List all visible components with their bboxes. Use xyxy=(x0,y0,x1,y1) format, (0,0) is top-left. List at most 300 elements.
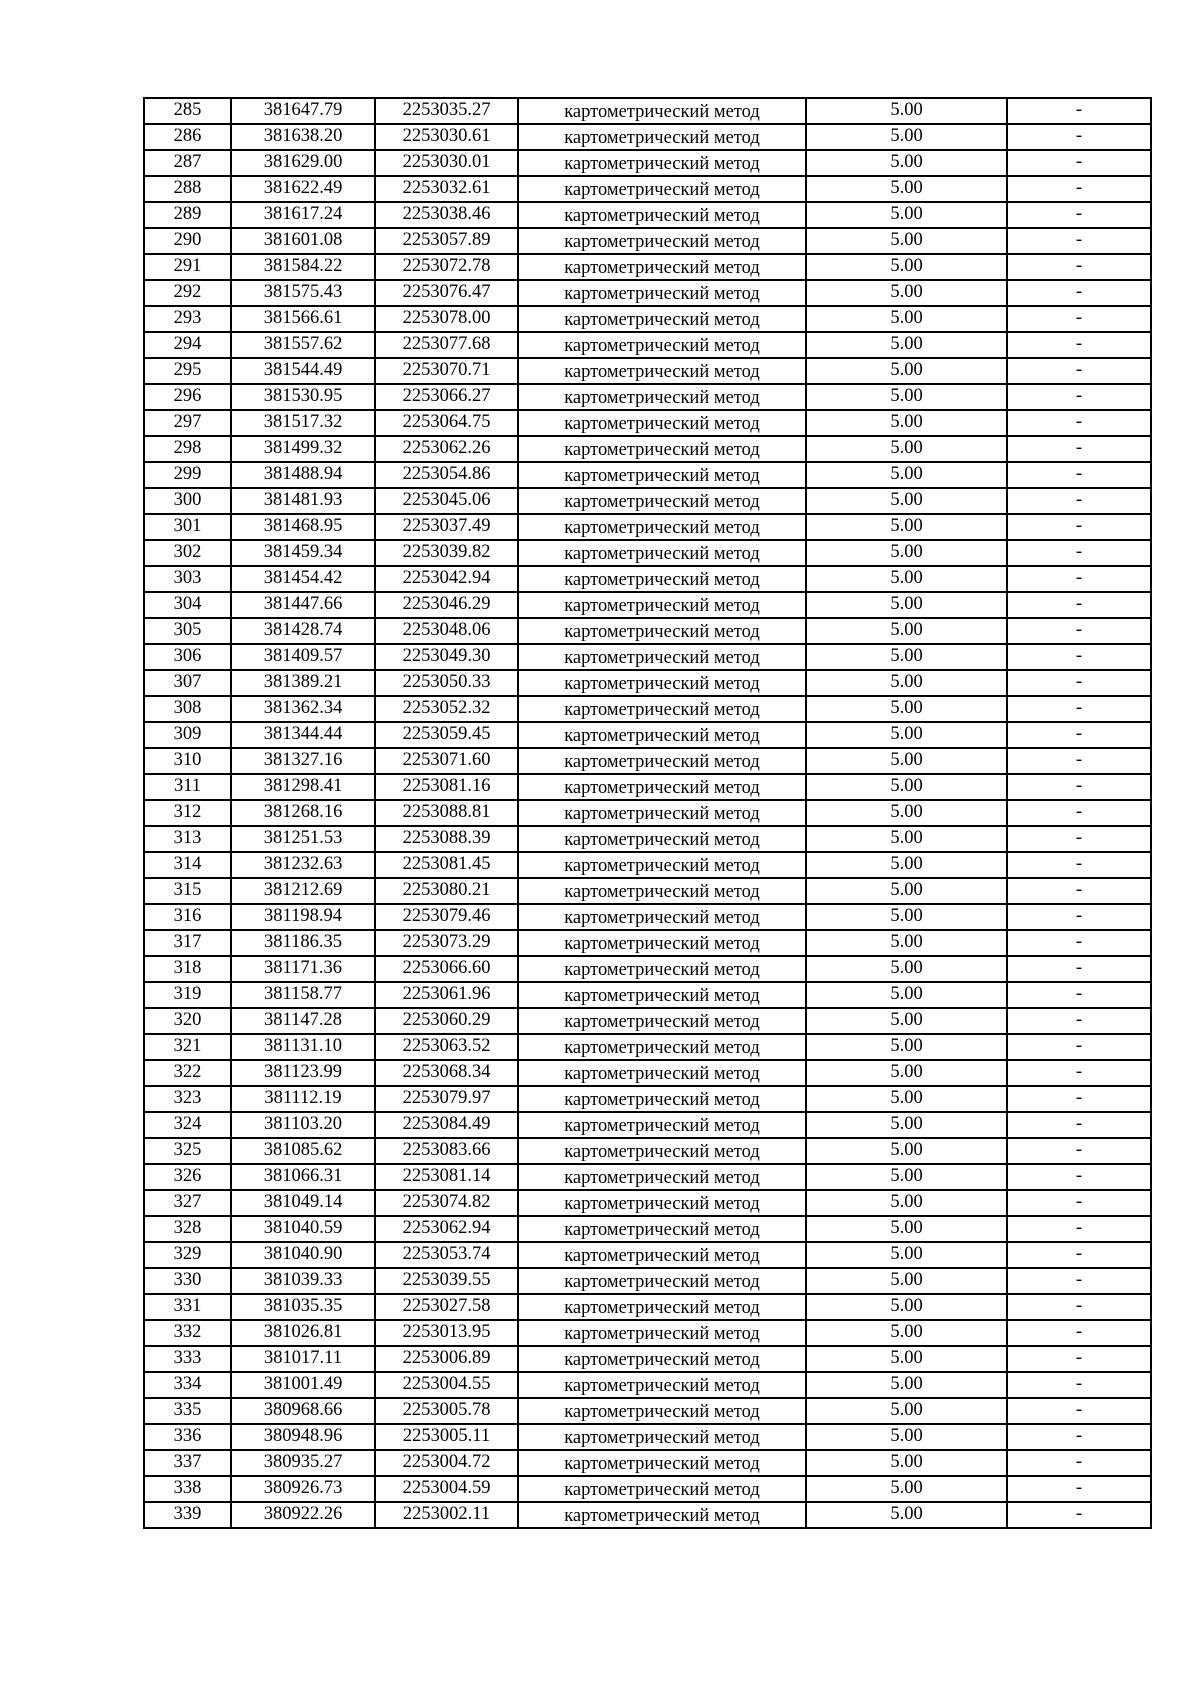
table-row xyxy=(144,254,1151,280)
method-cell: картометрический метод xyxy=(518,1086,806,1112)
accuracy-cell: 5.00 xyxy=(806,696,1007,722)
description-cell: - xyxy=(1007,722,1151,748)
point-number-cell: 312 xyxy=(144,800,231,826)
point-number-cell: 311 xyxy=(144,774,231,800)
accuracy-cell: 5.00 xyxy=(806,1138,1007,1164)
method-cell: картометрический метод xyxy=(518,228,806,254)
description-cell: - xyxy=(1007,592,1151,618)
method-cell: картометрический метод xyxy=(518,254,806,280)
description-cell: - xyxy=(1007,800,1151,826)
description-cell: - xyxy=(1007,1216,1151,1242)
accuracy-cell: 5.00 xyxy=(806,514,1007,540)
method-cell: картометрический метод xyxy=(518,1450,806,1476)
x-coordinate-cell: 381622.49 xyxy=(231,176,375,202)
x-coordinate-cell: 381428.74 xyxy=(231,618,375,644)
description-cell: - xyxy=(1007,332,1151,358)
table-row xyxy=(144,358,1151,384)
y-coordinate-cell: 2253046.29 xyxy=(375,592,518,618)
table-row xyxy=(144,332,1151,358)
point-number-cell: 325 xyxy=(144,1138,231,1164)
x-coordinate-cell: 381232.63 xyxy=(231,852,375,878)
x-coordinate-cell: 381001.49 xyxy=(231,1372,375,1398)
x-coordinate-cell: 381066.31 xyxy=(231,1164,375,1190)
y-coordinate-cell: 2253078.00 xyxy=(375,306,518,332)
table-row xyxy=(144,1346,1151,1372)
description-cell: - xyxy=(1007,1112,1151,1138)
table-row xyxy=(144,722,1151,748)
accuracy-cell: 5.00 xyxy=(806,1242,1007,1268)
description-cell: - xyxy=(1007,1242,1151,1268)
y-coordinate-cell: 2253060.29 xyxy=(375,1008,518,1034)
y-coordinate-cell: 2253071.60 xyxy=(375,748,518,774)
accuracy-cell: 5.00 xyxy=(806,150,1007,176)
description-cell: - xyxy=(1007,1034,1151,1060)
point-number-cell: 299 xyxy=(144,462,231,488)
x-coordinate-cell: 381481.93 xyxy=(231,488,375,514)
table-row xyxy=(144,150,1151,176)
description-cell: - xyxy=(1007,878,1151,904)
point-number-cell: 331 xyxy=(144,1294,231,1320)
method-cell: картометрический метод xyxy=(518,1268,806,1294)
method-cell: картометрический метод xyxy=(518,1294,806,1320)
accuracy-cell: 5.00 xyxy=(806,956,1007,982)
y-coordinate-cell: 2253088.39 xyxy=(375,826,518,852)
table-row xyxy=(144,930,1151,956)
accuracy-cell: 5.00 xyxy=(806,904,1007,930)
x-coordinate-cell: 381212.69 xyxy=(231,878,375,904)
table-row xyxy=(144,1294,1151,1320)
x-coordinate-cell: 381468.95 xyxy=(231,514,375,540)
point-number-cell: 321 xyxy=(144,1034,231,1060)
method-cell: картометрический метод xyxy=(518,826,806,852)
method-cell: картометрический метод xyxy=(518,202,806,228)
y-coordinate-cell: 2253057.89 xyxy=(375,228,518,254)
accuracy-cell: 5.00 xyxy=(806,436,1007,462)
x-coordinate-cell: 381198.94 xyxy=(231,904,375,930)
table-row xyxy=(144,1060,1151,1086)
table-row xyxy=(144,1424,1151,1450)
method-cell: картометрический метод xyxy=(518,1242,806,1268)
accuracy-cell: 5.00 xyxy=(806,202,1007,228)
y-coordinate-cell: 2253066.27 xyxy=(375,384,518,410)
table-row xyxy=(144,592,1151,618)
x-coordinate-cell: 381327.16 xyxy=(231,748,375,774)
y-coordinate-cell: 2253081.16 xyxy=(375,774,518,800)
accuracy-cell: 5.00 xyxy=(806,800,1007,826)
x-coordinate-cell: 381647.79 xyxy=(231,98,375,124)
method-cell: картометрический метод xyxy=(518,618,806,644)
table-row xyxy=(144,1476,1151,1502)
y-coordinate-cell: 2253002.11 xyxy=(375,1502,518,1528)
accuracy-cell: 5.00 xyxy=(806,254,1007,280)
method-cell: картометрический метод xyxy=(518,722,806,748)
description-cell: - xyxy=(1007,1190,1151,1216)
accuracy-cell: 5.00 xyxy=(806,644,1007,670)
description-cell: - xyxy=(1007,306,1151,332)
method-cell: картометрический метод xyxy=(518,358,806,384)
method-cell: картометрический метод xyxy=(518,1034,806,1060)
point-number-cell: 310 xyxy=(144,748,231,774)
table-row xyxy=(144,1034,1151,1060)
x-coordinate-cell: 381638.20 xyxy=(231,124,375,150)
method-cell: картометрический метод xyxy=(518,436,806,462)
point-number-cell: 291 xyxy=(144,254,231,280)
description-cell: - xyxy=(1007,566,1151,592)
point-number-cell: 316 xyxy=(144,904,231,930)
y-coordinate-cell: 2253006.89 xyxy=(375,1346,518,1372)
accuracy-cell: 5.00 xyxy=(806,1060,1007,1086)
x-coordinate-cell: 381112.19 xyxy=(231,1086,375,1112)
table-row xyxy=(144,306,1151,332)
table-row xyxy=(144,280,1151,306)
point-number-cell: 324 xyxy=(144,1112,231,1138)
description-cell: - xyxy=(1007,176,1151,202)
point-number-cell: 337 xyxy=(144,1450,231,1476)
description-cell: - xyxy=(1007,358,1151,384)
accuracy-cell: 5.00 xyxy=(806,1086,1007,1112)
y-coordinate-cell: 2253074.82 xyxy=(375,1190,518,1216)
method-cell: картометрический метод xyxy=(518,1112,806,1138)
method-cell: картометрический метод xyxy=(518,930,806,956)
table-row xyxy=(144,1502,1151,1528)
table-row xyxy=(144,566,1151,592)
description-cell: - xyxy=(1007,254,1151,280)
description-cell: - xyxy=(1007,436,1151,462)
accuracy-cell: 5.00 xyxy=(806,176,1007,202)
point-number-cell: 323 xyxy=(144,1086,231,1112)
y-coordinate-cell: 2253072.78 xyxy=(375,254,518,280)
table-row xyxy=(144,98,1151,124)
description-cell: - xyxy=(1007,644,1151,670)
x-coordinate-cell: 381158.77 xyxy=(231,982,375,1008)
method-cell: картометрический метод xyxy=(518,670,806,696)
x-coordinate-cell: 381040.59 xyxy=(231,1216,375,1242)
y-coordinate-cell: 2253062.26 xyxy=(375,436,518,462)
x-coordinate-cell: 381389.21 xyxy=(231,670,375,696)
description-cell: - xyxy=(1007,852,1151,878)
y-coordinate-cell: 2253062.94 xyxy=(375,1216,518,1242)
point-number-cell: 335 xyxy=(144,1398,231,1424)
description-cell: - xyxy=(1007,1008,1151,1034)
description-cell: - xyxy=(1007,514,1151,540)
accuracy-cell: 5.00 xyxy=(806,1346,1007,1372)
x-coordinate-cell: 381171.36 xyxy=(231,956,375,982)
description-cell: - xyxy=(1007,150,1151,176)
method-cell: картометрический метод xyxy=(518,1424,806,1450)
y-coordinate-cell: 2253030.61 xyxy=(375,124,518,150)
x-coordinate-cell: 380922.26 xyxy=(231,1502,375,1528)
accuracy-cell: 5.00 xyxy=(806,748,1007,774)
accuracy-cell: 5.00 xyxy=(806,332,1007,358)
method-cell: картометрический метод xyxy=(518,800,806,826)
accuracy-cell: 5.00 xyxy=(806,1424,1007,1450)
point-number-cell: 292 xyxy=(144,280,231,306)
point-number-cell: 314 xyxy=(144,852,231,878)
description-cell: - xyxy=(1007,904,1151,930)
x-coordinate-cell: 381251.53 xyxy=(231,826,375,852)
table-row xyxy=(144,1372,1151,1398)
method-cell: картометрический метод xyxy=(518,1502,806,1528)
x-coordinate-cell: 381085.62 xyxy=(231,1138,375,1164)
y-coordinate-cell: 2253030.01 xyxy=(375,150,518,176)
table-row xyxy=(144,1008,1151,1034)
method-cell: картометрический метод xyxy=(518,540,806,566)
x-coordinate-cell: 380935.27 xyxy=(231,1450,375,1476)
accuracy-cell: 5.00 xyxy=(806,852,1007,878)
method-cell: картометрический метод xyxy=(518,306,806,332)
y-coordinate-cell: 2253005.11 xyxy=(375,1424,518,1450)
x-coordinate-cell: 380968.66 xyxy=(231,1398,375,1424)
description-cell: - xyxy=(1007,826,1151,852)
y-coordinate-cell: 2253061.96 xyxy=(375,982,518,1008)
y-coordinate-cell: 2253049.30 xyxy=(375,644,518,670)
accuracy-cell: 5.00 xyxy=(806,1476,1007,1502)
x-coordinate-cell: 381186.35 xyxy=(231,930,375,956)
accuracy-cell: 5.00 xyxy=(806,774,1007,800)
point-number-cell: 300 xyxy=(144,488,231,514)
method-cell: картометрический метод xyxy=(518,1476,806,1502)
y-coordinate-cell: 2253004.59 xyxy=(375,1476,518,1502)
point-number-cell: 318 xyxy=(144,956,231,982)
description-cell: - xyxy=(1007,748,1151,774)
description-cell: - xyxy=(1007,1268,1151,1294)
y-coordinate-cell: 2253039.55 xyxy=(375,1268,518,1294)
y-coordinate-cell: 2253073.29 xyxy=(375,930,518,956)
y-coordinate-cell: 2253063.52 xyxy=(375,1034,518,1060)
method-cell: картометрический метод xyxy=(518,592,806,618)
method-cell: картометрический метод xyxy=(518,1164,806,1190)
point-number-cell: 315 xyxy=(144,878,231,904)
table-row xyxy=(144,644,1151,670)
table-row xyxy=(144,1450,1151,1476)
accuracy-cell: 5.00 xyxy=(806,1450,1007,1476)
description-cell: - xyxy=(1007,1294,1151,1320)
accuracy-cell: 5.00 xyxy=(806,1502,1007,1528)
description-cell: - xyxy=(1007,1138,1151,1164)
point-number-cell: 329 xyxy=(144,1242,231,1268)
table-row xyxy=(144,410,1151,436)
y-coordinate-cell: 2253080.21 xyxy=(375,878,518,904)
x-coordinate-cell: 381017.11 xyxy=(231,1346,375,1372)
description-cell: - xyxy=(1007,618,1151,644)
y-coordinate-cell: 2253059.45 xyxy=(375,722,518,748)
description-cell: - xyxy=(1007,1502,1151,1528)
point-number-cell: 330 xyxy=(144,1268,231,1294)
accuracy-cell: 5.00 xyxy=(806,358,1007,384)
method-cell: картометрический метод xyxy=(518,982,806,1008)
point-number-cell: 339 xyxy=(144,1502,231,1528)
point-number-cell: 293 xyxy=(144,306,231,332)
method-cell: картометрический метод xyxy=(518,1138,806,1164)
point-number-cell: 306 xyxy=(144,644,231,670)
x-coordinate-cell: 381040.90 xyxy=(231,1242,375,1268)
y-coordinate-cell: 2253076.47 xyxy=(375,280,518,306)
accuracy-cell: 5.00 xyxy=(806,1164,1007,1190)
table-row xyxy=(144,1138,1151,1164)
method-cell: картометрический метод xyxy=(518,488,806,514)
x-coordinate-cell: 381362.34 xyxy=(231,696,375,722)
description-cell: - xyxy=(1007,930,1151,956)
accuracy-cell: 5.00 xyxy=(806,618,1007,644)
point-number-cell: 338 xyxy=(144,1476,231,1502)
x-coordinate-cell: 381575.43 xyxy=(231,280,375,306)
table-row xyxy=(144,488,1151,514)
coordinates-table xyxy=(143,97,1152,1529)
description-cell: - xyxy=(1007,1320,1151,1346)
table-row xyxy=(144,384,1151,410)
point-number-cell: 307 xyxy=(144,670,231,696)
accuracy-cell: 5.00 xyxy=(806,1112,1007,1138)
point-number-cell: 296 xyxy=(144,384,231,410)
description-cell: - xyxy=(1007,956,1151,982)
description-cell: - xyxy=(1007,1060,1151,1086)
y-coordinate-cell: 2253084.49 xyxy=(375,1112,518,1138)
method-cell: картометрический метод xyxy=(518,1060,806,1086)
description-cell: - xyxy=(1007,280,1151,306)
method-cell: картометрический метод xyxy=(518,1216,806,1242)
table-body xyxy=(144,98,1151,1528)
x-coordinate-cell: 381035.35 xyxy=(231,1294,375,1320)
point-number-cell: 303 xyxy=(144,566,231,592)
x-coordinate-cell: 381147.28 xyxy=(231,1008,375,1034)
x-coordinate-cell: 381517.32 xyxy=(231,410,375,436)
y-coordinate-cell: 2253081.14 xyxy=(375,1164,518,1190)
method-cell: картометрический метод xyxy=(518,644,806,670)
x-coordinate-cell: 381459.34 xyxy=(231,540,375,566)
x-coordinate-cell: 381499.32 xyxy=(231,436,375,462)
x-coordinate-cell: 381447.66 xyxy=(231,592,375,618)
method-cell: картометрический метод xyxy=(518,462,806,488)
accuracy-cell: 5.00 xyxy=(806,462,1007,488)
description-cell: - xyxy=(1007,1476,1151,1502)
y-coordinate-cell: 2253050.33 xyxy=(375,670,518,696)
y-coordinate-cell: 2253064.75 xyxy=(375,410,518,436)
method-cell: картометрический метод xyxy=(518,176,806,202)
point-number-cell: 309 xyxy=(144,722,231,748)
method-cell: картометрический метод xyxy=(518,1008,806,1034)
description-cell: - xyxy=(1007,202,1151,228)
y-coordinate-cell: 2253027.58 xyxy=(375,1294,518,1320)
method-cell: картометрический метод xyxy=(518,384,806,410)
table-row xyxy=(144,436,1151,462)
point-number-cell: 295 xyxy=(144,358,231,384)
x-coordinate-cell: 381123.99 xyxy=(231,1060,375,1086)
description-cell: - xyxy=(1007,670,1151,696)
y-coordinate-cell: 2253066.60 xyxy=(375,956,518,982)
point-number-cell: 288 xyxy=(144,176,231,202)
method-cell: картометрический метод xyxy=(518,956,806,982)
description-cell: - xyxy=(1007,488,1151,514)
y-coordinate-cell: 2253037.49 xyxy=(375,514,518,540)
point-number-cell: 319 xyxy=(144,982,231,1008)
point-number-cell: 313 xyxy=(144,826,231,852)
method-cell: картометрический метод xyxy=(518,150,806,176)
table-row xyxy=(144,670,1151,696)
method-cell: картометрический метод xyxy=(518,1372,806,1398)
method-cell: картометрический метод xyxy=(518,878,806,904)
point-number-cell: 326 xyxy=(144,1164,231,1190)
point-number-cell: 334 xyxy=(144,1372,231,1398)
table-row xyxy=(144,202,1151,228)
table-row xyxy=(144,1398,1151,1424)
point-number-cell: 301 xyxy=(144,514,231,540)
accuracy-cell: 5.00 xyxy=(806,1398,1007,1424)
x-coordinate-cell: 381298.41 xyxy=(231,774,375,800)
y-coordinate-cell: 2253038.46 xyxy=(375,202,518,228)
accuracy-cell: 5.00 xyxy=(806,566,1007,592)
table-row xyxy=(144,540,1151,566)
table-row xyxy=(144,228,1151,254)
accuracy-cell: 5.00 xyxy=(806,1372,1007,1398)
accuracy-cell: 5.00 xyxy=(806,930,1007,956)
description-cell: - xyxy=(1007,228,1151,254)
point-number-cell: 322 xyxy=(144,1060,231,1086)
point-number-cell: 332 xyxy=(144,1320,231,1346)
accuracy-cell: 5.00 xyxy=(806,670,1007,696)
x-coordinate-cell: 381629.00 xyxy=(231,150,375,176)
point-number-cell: 286 xyxy=(144,124,231,150)
x-coordinate-cell: 381268.16 xyxy=(231,800,375,826)
y-coordinate-cell: 2253079.46 xyxy=(375,904,518,930)
y-coordinate-cell: 2253035.27 xyxy=(375,98,518,124)
table-row xyxy=(144,618,1151,644)
y-coordinate-cell: 2253053.74 xyxy=(375,1242,518,1268)
description-cell: - xyxy=(1007,1450,1151,1476)
accuracy-cell: 5.00 xyxy=(806,280,1007,306)
description-cell: - xyxy=(1007,1398,1151,1424)
y-coordinate-cell: 2253054.86 xyxy=(375,462,518,488)
table-row xyxy=(144,1320,1151,1346)
table-row xyxy=(144,1086,1151,1112)
table-row xyxy=(144,800,1151,826)
table-row xyxy=(144,904,1151,930)
table-row xyxy=(144,956,1151,982)
x-coordinate-cell: 381557.62 xyxy=(231,332,375,358)
y-coordinate-cell: 2253070.71 xyxy=(375,358,518,384)
accuracy-cell: 5.00 xyxy=(806,124,1007,150)
description-cell: - xyxy=(1007,774,1151,800)
description-cell: - xyxy=(1007,1346,1151,1372)
point-number-cell: 320 xyxy=(144,1008,231,1034)
accuracy-cell: 5.00 xyxy=(806,722,1007,748)
x-coordinate-cell: 381344.44 xyxy=(231,722,375,748)
y-coordinate-cell: 2253004.72 xyxy=(375,1450,518,1476)
method-cell: картометрический метод xyxy=(518,1398,806,1424)
x-coordinate-cell: 381566.61 xyxy=(231,306,375,332)
point-number-cell: 305 xyxy=(144,618,231,644)
point-number-cell: 328 xyxy=(144,1216,231,1242)
method-cell: картометрический метод xyxy=(518,566,806,592)
table-row xyxy=(144,176,1151,202)
x-coordinate-cell: 381409.57 xyxy=(231,644,375,670)
x-coordinate-cell: 381601.08 xyxy=(231,228,375,254)
description-cell: - xyxy=(1007,124,1151,150)
x-coordinate-cell: 381039.33 xyxy=(231,1268,375,1294)
point-number-cell: 297 xyxy=(144,410,231,436)
table-row xyxy=(144,514,1151,540)
point-number-cell: 333 xyxy=(144,1346,231,1372)
y-coordinate-cell: 2253039.82 xyxy=(375,540,518,566)
x-coordinate-cell: 381454.42 xyxy=(231,566,375,592)
description-cell: - xyxy=(1007,1164,1151,1190)
method-cell: картометрический метод xyxy=(518,98,806,124)
x-coordinate-cell: 381530.95 xyxy=(231,384,375,410)
table-row xyxy=(144,1164,1151,1190)
table-row xyxy=(144,1112,1151,1138)
accuracy-cell: 5.00 xyxy=(806,878,1007,904)
accuracy-cell: 5.00 xyxy=(806,1294,1007,1320)
table-row xyxy=(144,1216,1151,1242)
